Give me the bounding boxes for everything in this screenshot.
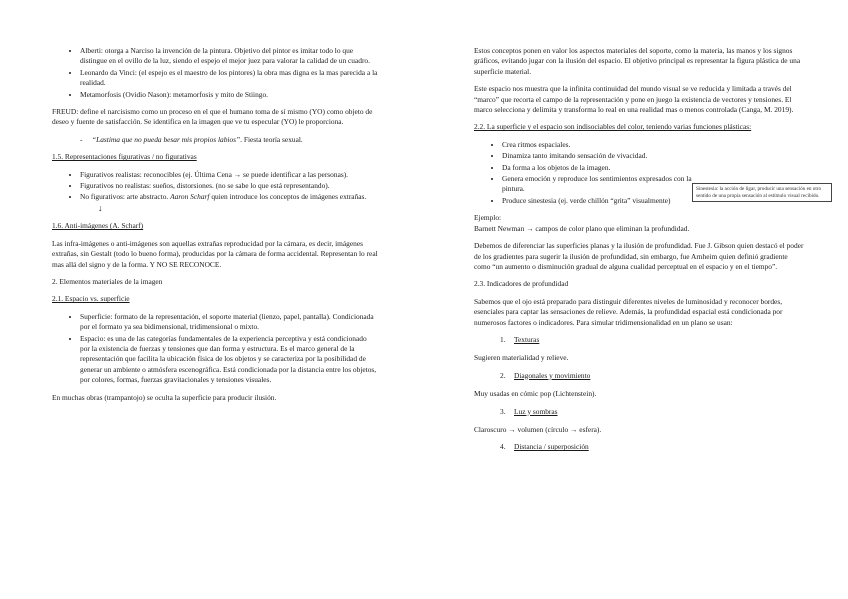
right-column	[474, 46, 804, 461]
materials-paragraph: Estos conceptos ponen en valor los aspectos materiales del soporte, como la materia, las manos y los signos gráficos, evitando jugar con la ilusión del espacio. El objetivo principal es representar la figura plástica de una superficie material.	[474, 46, 801, 76]
quote-italic: “Lastima que no pueda besar mis propios labios”	[92, 134, 241, 144]
list-item: • Metamorfosis (Ovidio Nason): metamorfosis y mito de Stiingo.	[80, 90, 378, 100]
gradients-paragraph: Debemos de diferenciar las superficies planas y la ilusión de profundidad. Fue J. Gibson quien destacó el poder de los gradientes para sugerir la ilusión de profundidad, sin embargo, fue Arnheim quien definió gradiente como “un aumento o disminución gradual de alguna cualidad perceptual en el espacio y en el tiempo”.	[474, 241, 804, 271]
section-heading-2-1: 2.1. Espacio vs. superficie	[52, 294, 130, 304]
quote-rest: . Fiesta teoría sexual.	[240, 134, 303, 144]
list-item: • Figurativos no realistas: sueños, distorsiones. (no se sabe lo que está representando).	[80, 181, 378, 191]
arrow-down-icon: ↓	[98, 202, 103, 213]
item-label: Diagonales y movimiento	[514, 370, 591, 380]
list-item	[80, 192, 378, 214]
list-item: • Leonardo da Vinci: (el espejo es el maestro de los pintores) la obra mas digna es la mas parecida a la realidad.	[80, 68, 378, 89]
list-item-text: No figurativos: arte abstracto.	[80, 192, 169, 202]
item-number: 2.	[500, 370, 506, 380]
section-title-2: 2. Elementos materiales de la imagen	[52, 276, 163, 286]
section-heading-2-2: 2.2. La superficie y el espacio son indisociables del color, teniendo varias funciones plásticas:	[474, 122, 752, 132]
depth-paragraph: Sabemos que el ojo está preparado para distinguir diferentes niveles de luminosidad y reconocer bordes, esenciales para captar las sensaciones de relieve. Además, la profundidad espacial está condicionada por numerosos factores o indicadores. Para simular tridimensionalidad en un plano se usan:	[474, 296, 783, 327]
depth-item	[474, 371, 804, 381]
item-number: 3.	[500, 406, 506, 416]
list-item-text-rest: quien introduce los conceptos de imágenes extrañas.	[209, 192, 367, 202]
item-number: 4.	[500, 442, 506, 452]
example-text: Barnett Newman → campos de color plano que eliminan la profundidad.	[474, 223, 690, 233]
quote-item	[92, 135, 378, 145]
depth-item	[474, 442, 804, 452]
list-item: • Superficie: formato de la representación, el soporte material (lienzo, papel, pantalla). Condicionada por el formato ya sea bidimensional, tridimensional o mixto.	[80, 312, 378, 333]
item-number: 1.	[500, 334, 506, 344]
section-title-2-3: 2.3. Indicadores de profundidad	[474, 279, 569, 289]
depth-item	[474, 407, 804, 417]
list-item: • Espacio: es una de las categorías fundamentales de la experiencia perceptiva y está condicionado por la existencia de fuerzas y tensiones que dan forma y estructura. Es el marco general de la representación que facilita la ubicación física de los objetos y se caracteriza por la posibilidad de generar un ambiente o atmósfera escenográfica. Está condicionada por la distancia entre los objetos, por colores, formas, fuerzas gravitacionales y tensiones visuales.	[80, 334, 378, 386]
item-description: Claroscuro → volumen (círculo → esfera).	[474, 424, 602, 434]
item-label: Texturas	[514, 334, 540, 344]
anti-images-paragraph: Las infra-imágenes o anti-imágenes son aquellas extrañas reproducidad por la cámara, es decir, imágenes extrañas, sin Gestalt (todo lo bueno forma), producidas por la cámara de forma accidental. Representan lo real mas allá del signo y de la forma. Y NO SE RECONOCE.	[52, 238, 378, 269]
quote-list	[52, 135, 378, 145]
left-column	[52, 46, 378, 410]
item-description: Sugieren materialidad y relieve.	[474, 353, 569, 363]
list-item: • Produce sinestesia (ej. verde chillón “grita” visualmente)	[502, 196, 708, 206]
mirror-references-list	[52, 46, 378, 100]
author-name: Aaron Scharf	[170, 192, 210, 202]
list-item: • Dinamiza tanto imitando sensación de vivacidad.	[502, 151, 708, 161]
list-item: • Crea ritmos espaciales.	[502, 140, 708, 150]
list-item: • Da forma a los objetos de la imagen.	[502, 163, 708, 173]
item-description: Muy usadas en cómic pop (Lichtenstein).	[474, 389, 597, 399]
synesthesia-sidenote: Sinestesia: la acción de ligar, producir una sensación en otro sentido de una propia sensación al estímulo visual recibido.	[692, 183, 832, 202]
list-item: • Figurativos realistas: reconocibles (ej. Última Cena → se puede identificar a las personas).	[80, 170, 378, 180]
depth-item	[474, 335, 804, 345]
section-heading-1-6: 1.6. Anti-imágenes (A. Scharf)	[52, 221, 144, 231]
section-heading-1-5: 1.5. Representaciones figurativas / no figurativas	[52, 152, 197, 162]
figurative-list	[52, 170, 378, 215]
item-label: Luz y sombras	[514, 406, 558, 416]
item-label: Distancia / superposición	[514, 442, 589, 452]
surface-space-list	[52, 312, 378, 386]
example-label: Ejemplo:	[474, 213, 502, 223]
list-item: • Alberti: otorga a Narciso la invención de la pintura. Objetivo del pintor es imitar todo lo que distingue en el ovillo de la luz, siendo el espejo el mejor juez para valorar la calidad de un cuadro.	[80, 46, 378, 67]
color-functions-list	[474, 140, 708, 206]
frame-paragraph: Este espacio nos muestra que la infinita continuidad del mundo visual se ve reducida y limitada a través del “marco” que recorta el campo de la representación y pone en juego la existencia de vectores y tensiones. El marco selecciona y delimita y transforma lo real en una realidad mas o menos controlada (Canga, M. 2019).	[474, 84, 794, 115]
list-item: • Genera emoción y reproduce los sentimientos expresados con la pintura.	[502, 174, 708, 195]
closing-paragraph: En muchas obras (trampantojo) se oculta la superficie para producir ilusión.	[52, 392, 277, 402]
freud-paragraph: FREUD: define el narcisismo como un proceso en el que el humano toma de sí mismo (YO) como objeto de deseo y fuente de satisfacción. Se identifica en la imagen que ve tu especular (YO) le proporciona.	[52, 107, 373, 127]
